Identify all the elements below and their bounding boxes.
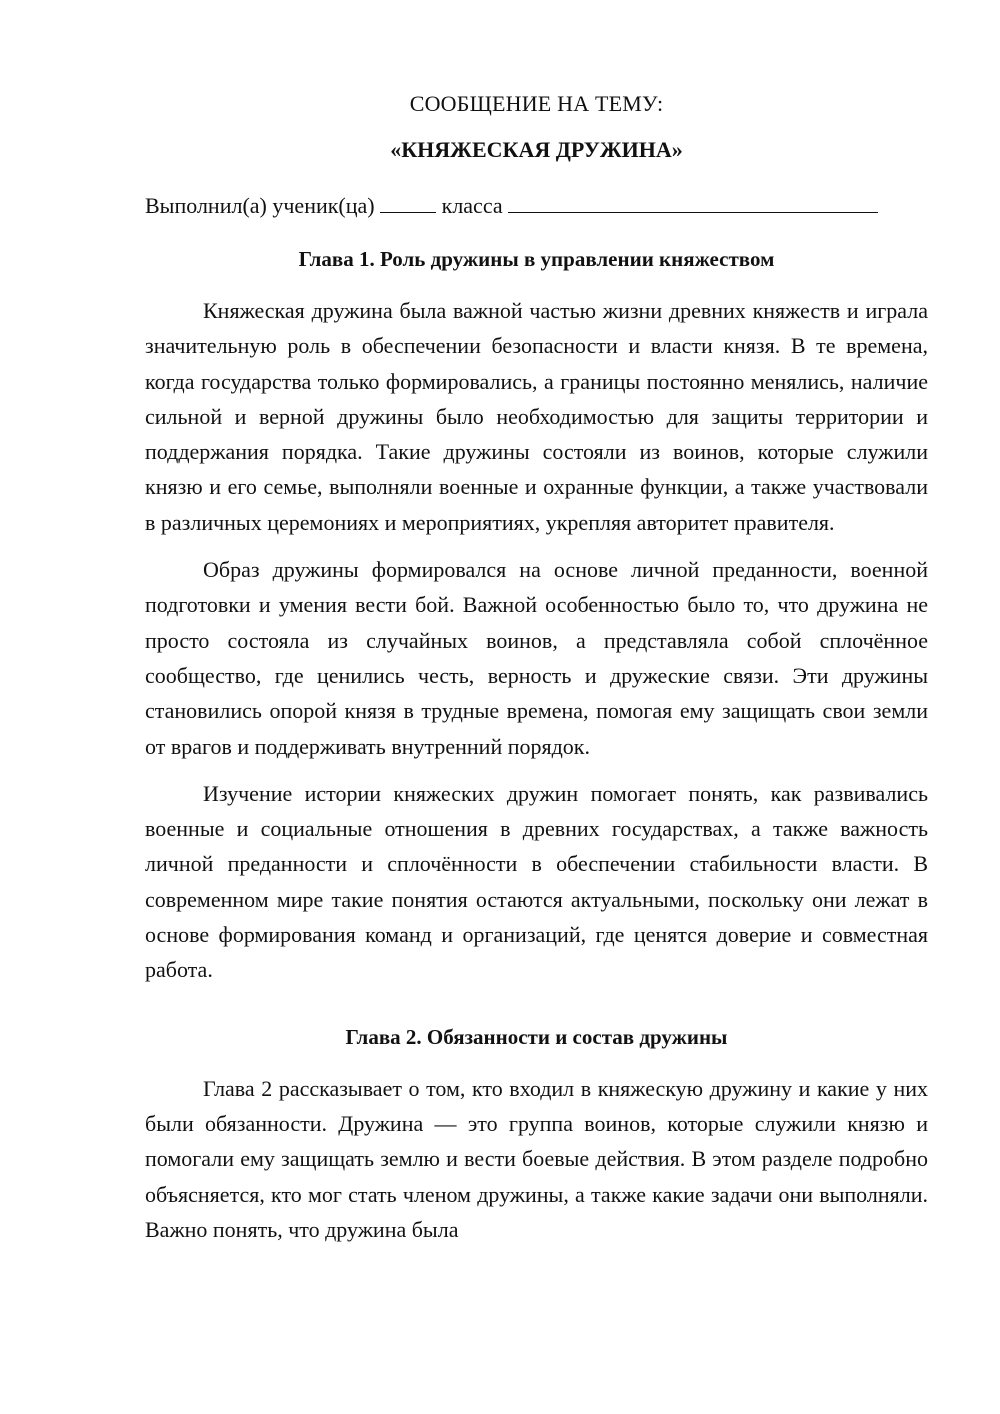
chapter-1-paragraph: Образ дружины формировался на основе личной преданности, военной подготовки и умения вести бой. Важной особенностью было то, что дружина не просто состояла из случайных воинов, а представляла собой сплочённое сообщество, где ценились честь, верность и дружеские связи. Эти дружины становились опорой князя в трудные времена, помогая ему защищать свои земли от врагов и поддерживать внутренний порядок. <box>145 557 928 759</box>
chapter-1-paragraph: Княжеская дружина была важной частью жизни древних княжеств и играла значительную роль в обеспечении безопасности и власти князя. В те времена, когда государства только формировались, а границы постоянно менялись, наличие сильной и верной дружины было необходимостью для защиты территории и поддержания порядка. Такие дружины состояли из воинов, которые служили князю и его семье, выполняли военные и охранные функции, а также участвовали в различных церемониях и мероприятиях, укрепляя авторитет правителя. <box>145 298 928 535</box>
author-line <box>145 190 928 222</box>
student-name-blank <box>508 191 878 213</box>
chapter-1-heading: Глава 1. Роль дружины в управлении княжеством <box>298 247 775 271</box>
chapter-2-heading: Глава 2. Обязанности и состав дружины <box>345 1024 728 1049</box>
author-label: Выполнил(а) ученик(ца) <box>145 193 375 218</box>
class-number-blank <box>380 191 436 213</box>
chapter-2-paragraph: Глава 2 рассказывает о том, кто входил в княжескую дружину и какие у них были обязанности. Дружина — это группа воинов, которые служили князю и помогали ему защищать землю и вести боевые действия. В этом разделе подробно объясняется, кто мог стать членом дружины, а также какие задачи они выполняли. Важно понять, что дружина была <box>145 1075 928 1242</box>
chapter-1-paragraph: Изучение истории княжеских дружин помогает понять, как развивались военные и социальные отношения в древних государствах, а также важность личной преданности и сплочённости в обеспечении стабильности власти. В современном мире такие понятия остаются актуальными, поскольку они лежат в основе формирования команд и организаций, где ценятся доверие и совместная работа. <box>145 780 928 983</box>
class-label: класса <box>441 193 503 218</box>
document-title-topic: «КНЯЖЕСКАЯ ДРУЖИНА» <box>390 137 683 162</box>
page-content <box>145 88 928 1247</box>
document-title-line1: СООБЩЕНИЕ НА ТЕМУ: <box>409 91 664 116</box>
